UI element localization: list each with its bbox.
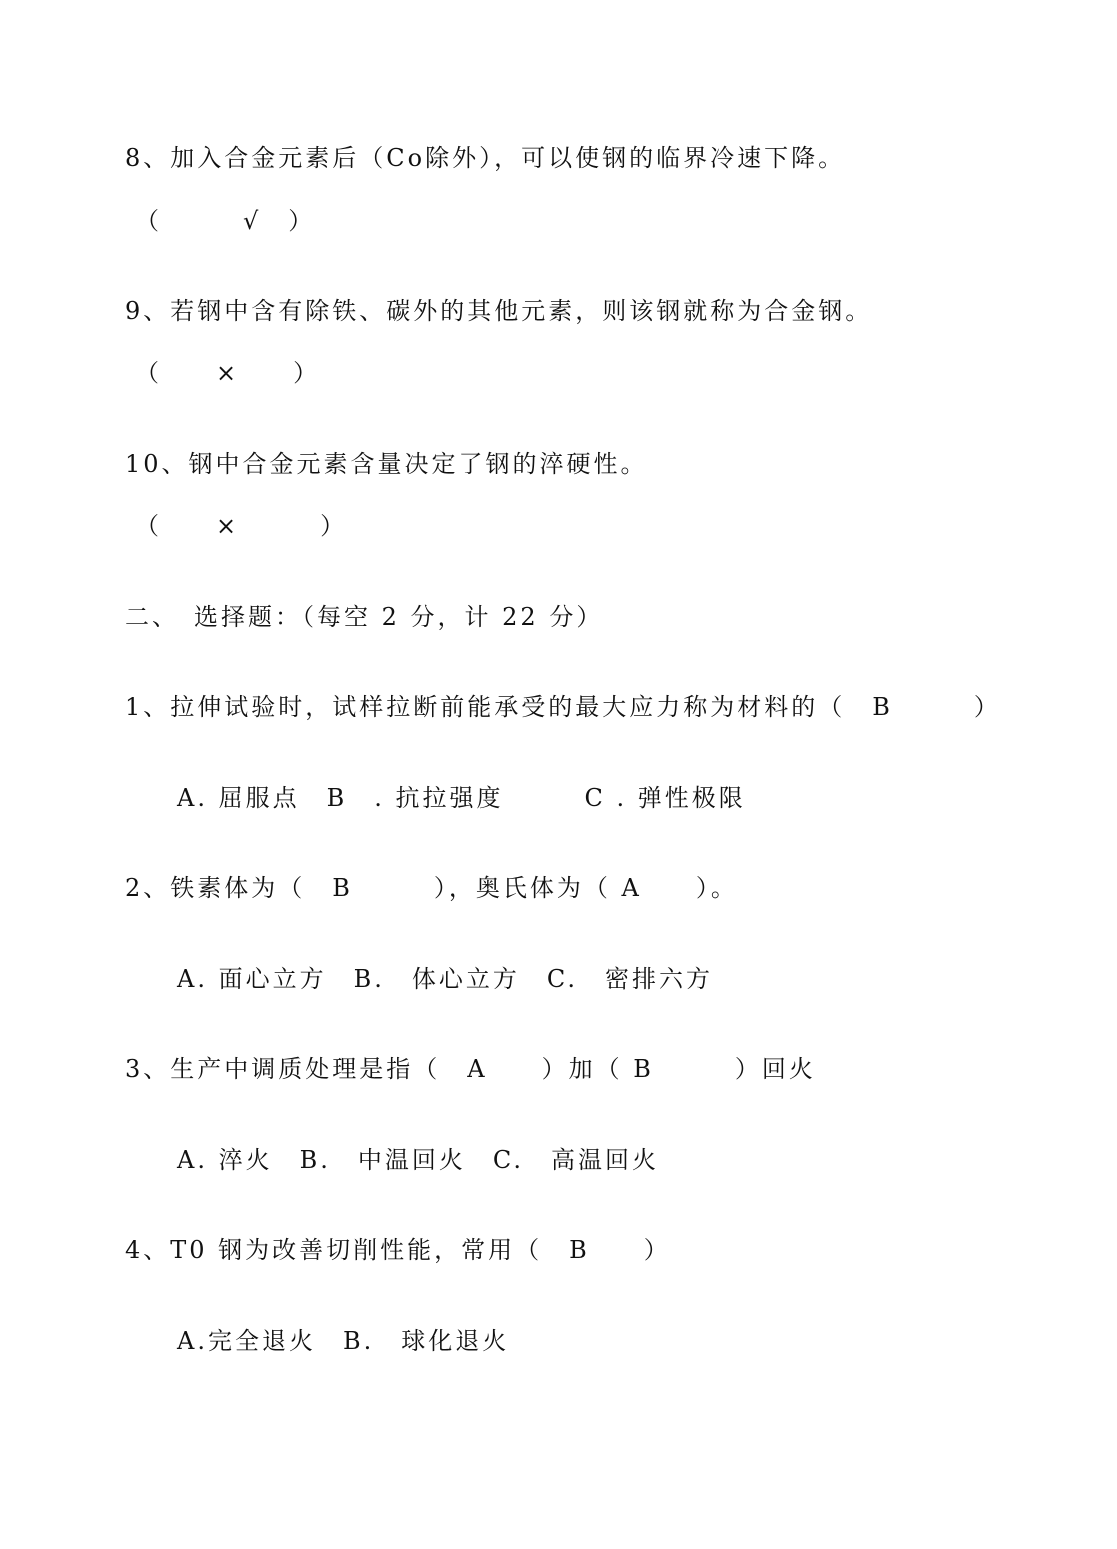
tf-question-10: 10、钢中合金元素含量决定了钢的淬硬性。	[125, 450, 648, 478]
choice-question-1: 1、拉伸试验时，试样拉断前能承受的最大应力称为材料的（ B ）	[125, 693, 1001, 721]
choice-question-4: 4、T0 钢为改善切削性能，常用（ B ）	[125, 1236, 671, 1264]
choice-options-2: A. 面心立方 B. 体心立方 C. 密排六方	[177, 965, 713, 993]
choice-options-1: A. 屈服点 B . 抗拉强度 C . 弹性极限	[177, 784, 746, 812]
choice-section-heading: 二、 选择题：（每空 2 分，计 22 分）	[125, 603, 604, 631]
tf-answer-9: （ × ）	[135, 359, 321, 387]
choice-question-2: 2、铁素体为（ B ），奥氏体为（ A ）。	[125, 874, 738, 902]
tf-question-9: 9、若钢中含有除铁、碳外的其他元素，则该钢就称为合金钢。	[125, 297, 873, 325]
tf-answer-8: （ √ ）	[135, 207, 316, 235]
choice-question-3: 3、生产中调质处理是指（ A ）加（ B ）回火	[125, 1055, 816, 1083]
choice-options-3: A. 淬火 B. 中温回火 C. 高温回火	[177, 1146, 659, 1174]
choice-options-4: A.完全退火 B. 球化退火	[177, 1327, 510, 1355]
tf-question-8: 8、加入合金元素后（Co除外），可以使钢的临界冷速下降。	[125, 144, 846, 172]
tf-answer-10: （ × ）	[135, 512, 348, 540]
